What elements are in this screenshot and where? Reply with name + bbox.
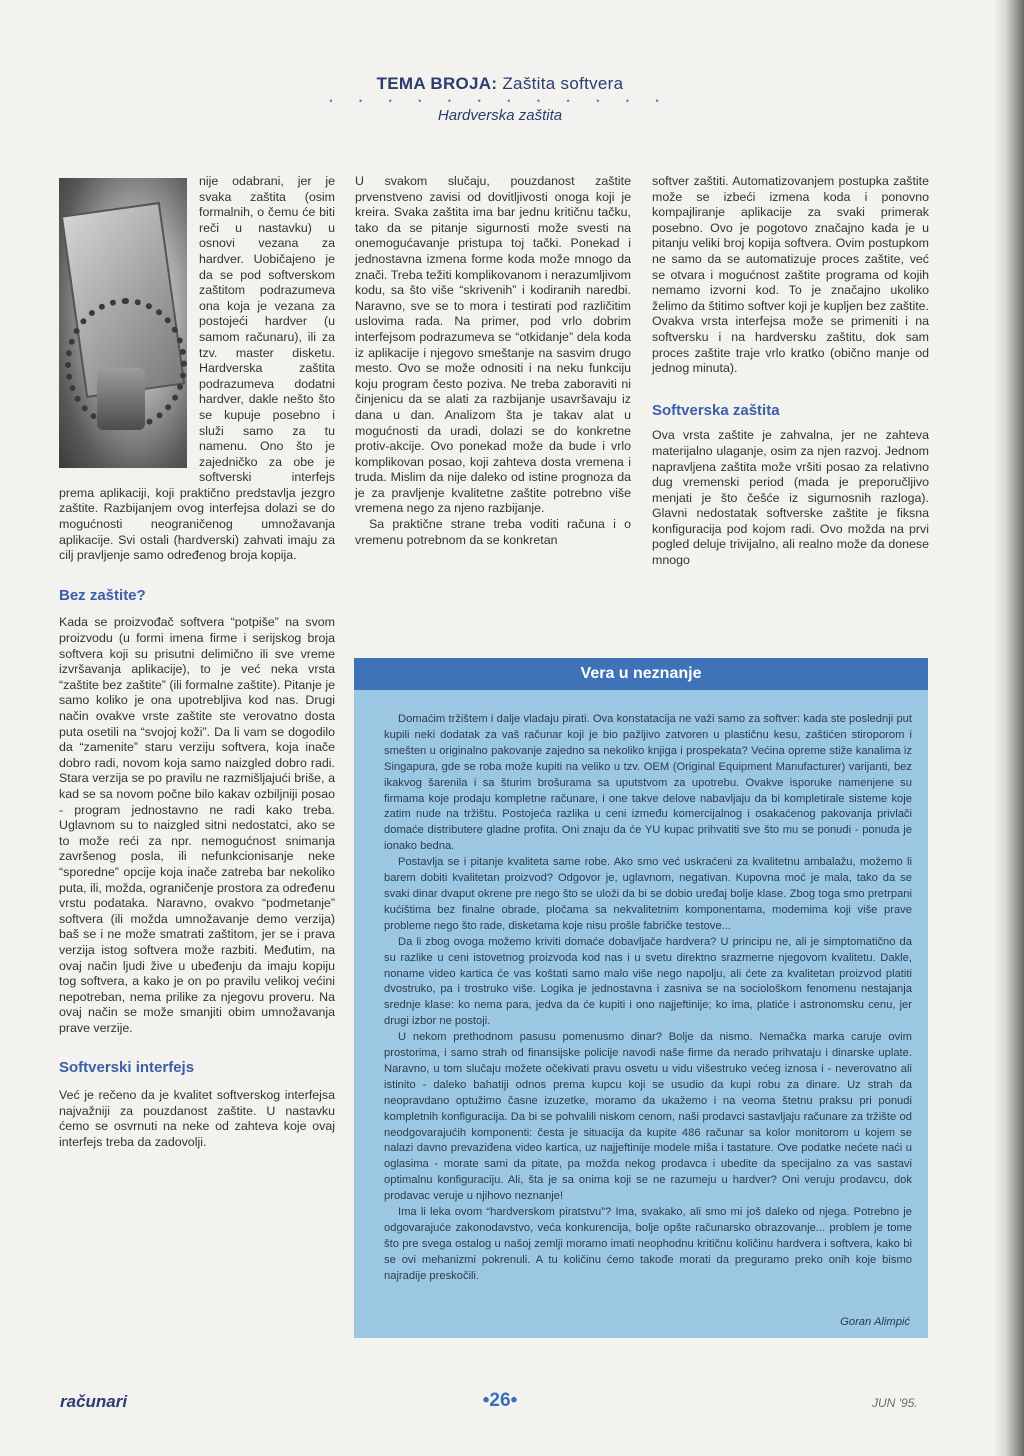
- paragraph: Ova vrsta zaštite je zahvalna, jer ne zahteva materijalno ulaganje, osim za njen razvoj. Jednom napravljena zaštita može vršiti posao za relativno dug vremenski period (mada je preporučljivo menjati je što češće iz sigurnosnih razloga). Glavni nedostatak softverske zaštite je fiksna konfiguracija pod kojom radi. Ovo možda na prvi pogled deluje trivijalno, ali realno može da donese mnogo: [652, 428, 929, 568]
- decorative-dots: • • • • • • • • • • • •: [329, 96, 671, 106]
- box-paragraph: U nekom prethodnom pasusu pomenusmo dinar? Bolje da nismo. Nemačka marka caruje ovim prostorima, i samo strah od finansijske policije navodi naše firme da nerado prihvataju i dinarske uplate. Naravno, u tom slučaju možete očekivati pravu osvetu u vidu višestruko većeg iznosa i - neverovatno ali istinito - daleko bahatiji odnos prema kupcu koji se usudio da kupi robu za dinare. Uz strah da neopravdano optužimo časne izuzetke, moramo da ukažemo i na veoma štetnu praksu pri ponudi kompletnih konfiguracija. Da bi se pohvalili niskom cenom, naši prodavci sastavljaju računare za tržište od neodgovarajućih komponenti: česta je situacija da kupite 486 računar sa kolor monitorom u kojem se nalazi davno prevaziđena video kartica, uz najjeftinije modele miša i tastature. Ove podatke nećete naći u oglasima - morate sami da pitate, pa možda nekog prodavca i ubedite da specijalno za vas sastavi optimalnu konfiguraciju. Ali, šta je sa onima koji se ne razumeju u hardver? Oni veruju prodavcu, dok prodavac veruje u njihovo neznanje!: [384, 1031, 912, 1203]
- subheading-bez-zastite: Bez zaštite?: [59, 586, 146, 604]
- running-head-topic: Zaštita softvera: [502, 74, 624, 93]
- subheading-softverska-zastita: Softverska zaštita: [652, 401, 780, 419]
- box-paragraph: Da li zbog ovoga možemo kriviti domaće dobavljače hardvera? U principu ne, ali je simptomatično da su razlike u ceni istovetnog proizvoda kod nas i u svetu direktno srazmerne njegovom kvalitetu. Dakle, noname video kartica će vas koštati samo malo više nego napolju, ali ćete za kvalitetan proizvod platiti dvostruko, pa i trostruko više. Logika je jednostavna i zasniva se na sociološkom fenomenu nestajanja srednje klase: ko nema para, jedva da će kupiti i ono najjeftinije; ko ima, platiće i astronomsku cenu, jer drugi izbor ne postoji.: [384, 935, 912, 1028]
- column-left: [59, 174, 335, 1150]
- sidebar-box-body: [354, 690, 928, 1285]
- column-right: [652, 174, 929, 569]
- box-paragraph: Domaćim tržištem i dalje vladaju pirati. Ova konstatacija ne važi samo za softver: kada ste poslednji put kupili neki dodatak za vaš računar koji je bio pažljivo zatvoren u plastičnu kesu, zaštićen stiroporom i smešten u originalno pakovanje zajedno sa nekoliko knjiga i prospekata? Većina opreme stiže kanalima iz Singapura, gde se roba može kupiti na veliko u tzv. OEM (Original Equipment Manufacturer) varijanti, bez ikakvog šarenila i sa šturim brošurama sa uputstvom za upotrebu. Ovakve isporuke namenjene su firmama koje prodaju kompletne računare, i one takve delove nabavljaju da bi kompletirale sisteme koje zatim nude na tržištu. Postojeća razlika u ceni između komercijalnog i osakaćenog pakovanja privlači domaće distributere gladne profita. Oni znaju da će YU kupac prihvatiti sve što mu se ponudi - ponuda je ionako bedna.: [384, 713, 912, 853]
- issue-date: JUN '95.: [872, 1396, 918, 1410]
- page-binding-edge: [994, 0, 1024, 1456]
- page-header: [0, 74, 1000, 124]
- padlock-image: [97, 368, 145, 430]
- author-signature: Goran Alimpić: [840, 1316, 910, 1328]
- column-middle: [355, 174, 631, 548]
- paragraph: nije odabrani, jer je svaka zaštita (osim formalnih, o čemu će biti reči u nastavku) u osnovi vezana za hardver. Uobičajeno je da se pod softverskom zaštitom podrazumeva ona koja je vezana za postojeći hardver (u samom računaru), ili za tzv. master disketu. Hardverska zaštita podrazumeva dodatni hardver, dakle nešto što se kupuje posebno i služi samo za tu namenu. Ono što je zajedničko za obe je softverski interfejs prema aplikaciji, koji praktično predstavlja jezgro zaštite. Razbijanjem ovog interfejsa dolazi se do mogućnosti neograničenog umnožavanja aplikacije. Svi ostali (hardverski) zahvati imaju za cilj pravljenje samo određenog broja kopija.: [59, 174, 335, 563]
- paragraph: Kada se proizvođač softvera “potpiše” na svom proizvodu (u formi imena firme i serijskog broja softvera koji su prisutni delimično ili sve vreme izvršavanja aplikacije), to je već neka vrsta “zaštite bez zaštite” (ili formalne zaštite). Pitanje je samo koliko je ona upotrebljiva kod nas. Drugi način ovakve vrste zaštite ste verovatno dosta puta osetili na “svojoj koži”. Da li vam se dogodilo da “zamenite” staru verziju softvera, koja inače dobro radi, novom koja samo naizgled dobro radi. Stara verzija se po pravilu ne razmišljajući briše, a kad se sa novom počne bilo kakav ozbiljniji posao - program jednostavno ne radi kako treba. Uglavnom su to naizgled sitni nedostatci, ako se to može reći za npr. nemogućnost snimanja završenog posla, ili nefunkcionisanje neke “sporedne” opcije koja inače zatreba bar nekoliko puta, ili, možda, ograničenje prostora za određenu vrstu podataka. Naravno, ovakvo “podmetanje” softvera (ili možda umnožavanje demo verzija) baš se i ne može smatrati zaštitom, jer se i prava verzija istog softvera može razbiti. Međutim, na ovaj način ljudi žive u ubeđenju da imaju kopiju tog softvera, a kako je on po pravilu velikoj većini nepotreban, nema prilike za njegovu proveru. Na ovaj način se može smanjiti obim umnožavanja prave verzije.: [59, 615, 335, 1035]
- article-photo: [59, 178, 187, 468]
- subheading-softverski-interfejs: Softverski interfejs: [59, 1059, 195, 1077]
- sidebar-box-title: Vera u neznanje: [354, 658, 928, 690]
- section-title: Hardverska zaštita: [437, 107, 563, 124]
- sidebar-box: [354, 658, 928, 1338]
- box-paragraph: Ima li leka ovom “hardverskom piratstvu”? Ima, svakako, ali smo mi još daleko od njega. Potrebno je odgovarajuće zakonodavstvo, veća konkurencija, bolje opšte računarsko obrazovanje... problem je tome što pre svega ostalog u našoj zemlji moramo imati neophodnu kritičnu količinu hardvera i softvera, kako bi se ovi mehanizmi pokrenuli. A tu količinu ćemo takođe morati da preguramo preko onih koje bismo najradije preskočili.: [384, 1206, 912, 1282]
- page-number: •26•: [482, 1390, 518, 1411]
- box-paragraph: Postavlja se i pitanje kvaliteta same robe. Ako smo već uskraćeni za kvalitetnu ambalažu, možemo li barem dobiti kvalitetan proizvod? Odgovor je, uglavnom, negativan. Kupovna moć je mala, tako da se svaki dinar dvaput okrene pre nego što se uloži da bi se dobio uređaj bolje klase. Zbog toga smo pretrpani kućištima bez finalne obrade, pločama sa nekvalitetnim komponentama, modemima koji više prave probleme nego što rade, disketama koje nisu prošle fabričke testove...: [384, 856, 912, 932]
- running-head-kicker: TEMA BROJA:: [376, 74, 498, 93]
- paragraph: softver zaštiti. Automatizovanjem postupka zaštite može se izbeći izmena koda i ponovno kompajliranje aplikacije za svaki primerak posebno. Ovo je pogotovo značajno kada je u pitanju veliki broj kopija softvera. Ovim postupkom ne samo da se automatizuje proces zaštite, već se otvara i mogućnost zaštite programa od kojih nemamo izvorni kod. To je značajno ukoliko želimo da štitimo softver koji je kupljen bez zaštite. Ovakva vrsta interfejsa može se primeniti i na softversku i na hardversku zaštitu, dok sam proces zaštite traje vrlo kratko (obično manje od jednog minuta).: [652, 174, 929, 376]
- paragraph: Već je rečeno da je kvalitet softverskog interfejsa najvažniji za pouzdanost zaštite. U nastavku ćemo se osvrnuti na neke od zahteva koje ovaj interfejs treba da zadovolji.: [59, 1088, 335, 1149]
- paragraph: U svakom slučaju, pouzdanost zaštite prvenstveno zavisi od dovitljivosti onoga koji je kreira. Svaka zaštita ima bar jednu kritičnu tačku, tako da se pitanje sigurnosti može svesti na onemogućavanje pristupa toj tački. Ponekad i jednostavna izmena forme koda može mnogo da znači. Treba težiti komplikovanom i nerazumljivom kodu, sa što više “skrivenih” i kodiranih naredbi. Naravno, sve se to mora i testirati pod različitim uslovima rada. Na primer, pod vrlo dobrim interfejsom podrazumeva se “otkidanje” dela koda iz aplikacije i njegovo smeštanje na sasvim drugo mesto. Ovo se može odnositi i na neku funkciju koju program često poziva. Ne treba zaboraviti ni činjenicu da se alati za razbijanje usavršavaju iz dana u dan. Analizom šta je takav alat u mogućnosti da uradi, dolazi se do konkretne protiv-akcije. Ovo ponekad može da bude i vrlo komplikovan posao, koji zahteva dosta vremena i truda. Mislim da nije daleko od istine prognoza da je za pravljenje kvalitetne zaštite potrebno više vremena nego za njeno razbijanje.: [355, 174, 631, 516]
- running-head: [0, 74, 1000, 94]
- paragraph: Sa praktične strane treba voditi računa i o vremenu potrebnom da se konkretan: [355, 517, 631, 547]
- magazine-name: računari: [60, 1392, 128, 1411]
